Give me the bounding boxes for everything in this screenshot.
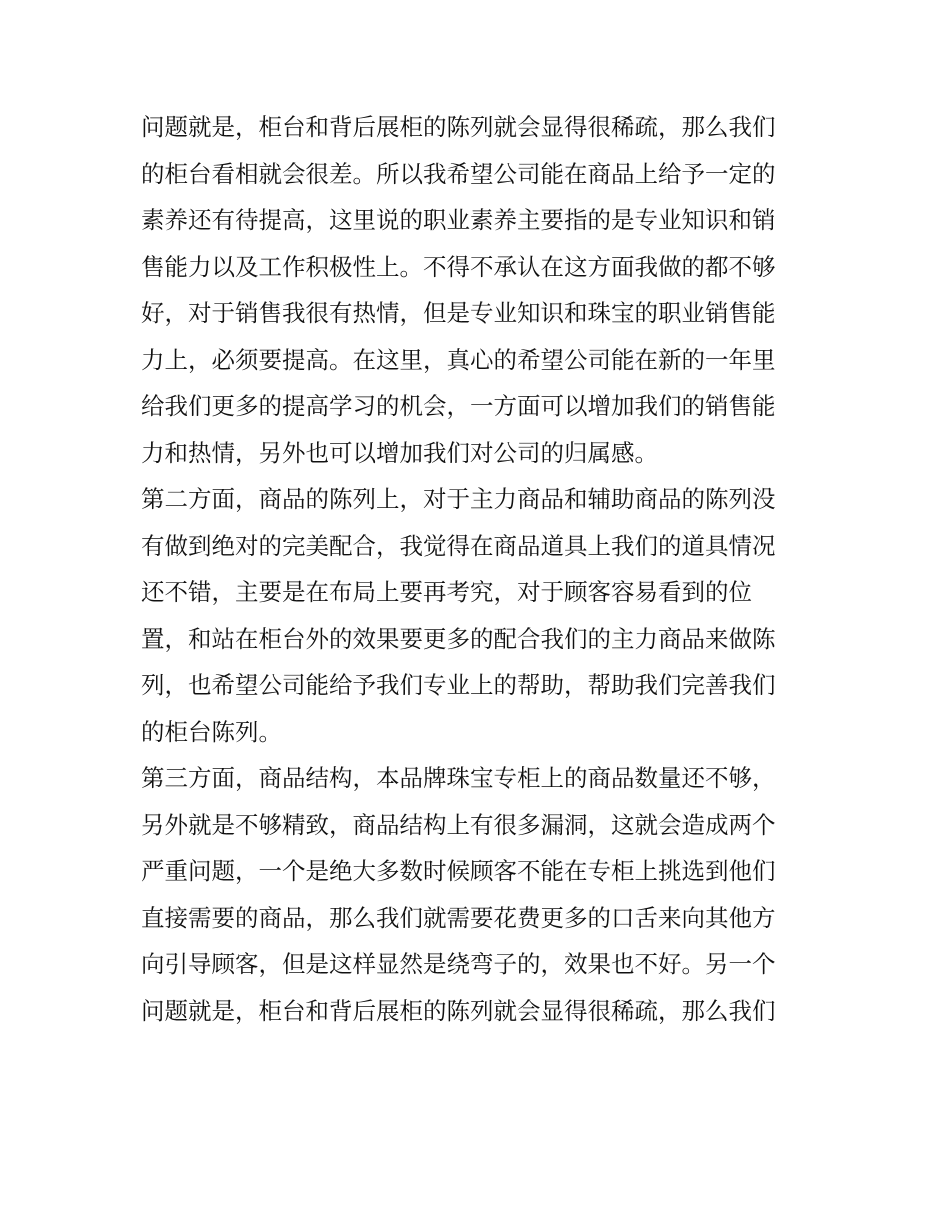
text-line: 第三方面，商品结构，本品牌珠宝专柜上的商品数量还不够，: [141, 764, 776, 792]
text-line: 问题就是，柜台和背后展柜的陈列就会显得很稀疏，那么我们: [141, 996, 776, 1025]
text-line: 列，也希望公司能给予我们专业上的帮助，帮助我们完善我们: [141, 671, 776, 699]
text-line: 好，对于销售我很有热情，但是专业知识和珠宝的职业销售能: [141, 299, 776, 327]
text-line: 直接需要的商品，那么我们就需要花费更多的口舌来向其他方: [141, 903, 776, 932]
text-line: 另外就是不够精致，商品结构上有很多漏洞，这就会造成两个: [141, 810, 776, 839]
text-line: 问题就是，柜台和背后展柜的陈列就会显得很稀疏，那么我们: [141, 113, 776, 141]
text-line: 向引导顾客，但是这样显然是绕弯子的，效果也不好。另一个: [141, 950, 776, 978]
text-line: 售能力以及工作积极性上。不得不承认在这方面我做的都不够: [141, 252, 776, 281]
text-line: 的柜台陈列。: [141, 717, 282, 746]
text-line: 的柜台看相就会很差。所以我希望公司能在商品上给予一定的: [141, 159, 776, 188]
text-line: 给我们更多的提高学习的机会，一方面可以增加我们的销售能: [141, 392, 776, 420]
text-line: 还不错，主要是在布局上要再考究，对于顾客容易看到的位: [141, 578, 752, 606]
text-line: 力和热情，另外也可以增加我们对公司的归属感。: [141, 438, 658, 467]
text-line: 素养还有待提高，这里说的职业素养主要指的是专业知识和销: [141, 206, 776, 234]
text-line: 有做到绝对的完美配合，我觉得在商品道具上我们的道具情况: [141, 531, 776, 560]
text-line: 严重问题，一个是绝大多数时候顾客不能在专柜上挑选到他们: [141, 857, 776, 885]
document-body: [141, 104, 821, 1034]
text-line: 第二方面，商品的陈列上，对于主力商品和辅助商品的陈列没: [141, 485, 776, 513]
text-line: 置，和站在柜台外的效果要更多的配合我们的主力商品来做陈: [141, 624, 776, 653]
text-line: 力上，必须要提高。在这里，真心的希望公司能在新的一年里: [141, 345, 776, 374]
